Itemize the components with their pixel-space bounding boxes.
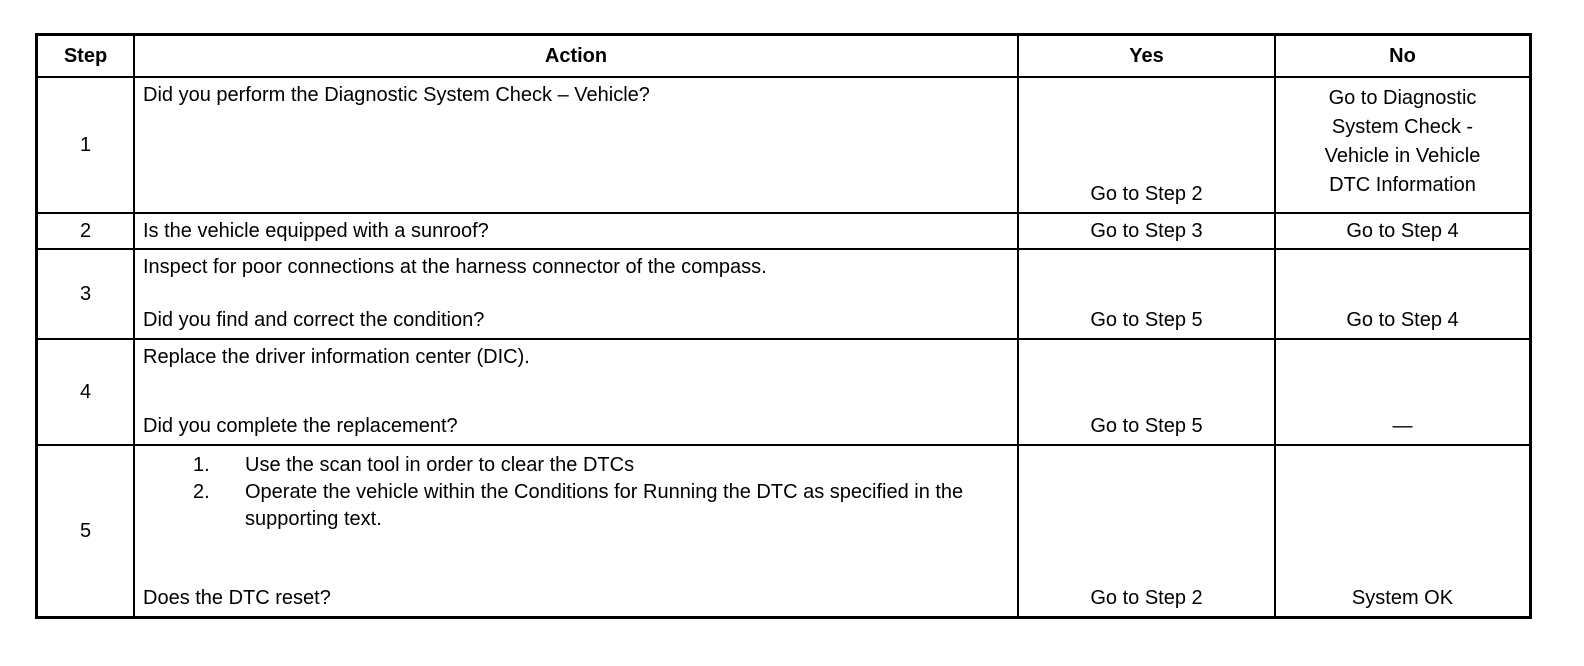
action-question: Does the DTC reset? xyxy=(143,587,331,609)
list-item xyxy=(193,479,1011,533)
step-number: 5 xyxy=(37,445,135,618)
no-outcome xyxy=(1275,77,1531,213)
action-cell xyxy=(134,445,1018,618)
yes-outcome: Go to Step 2 xyxy=(1018,445,1275,618)
no-outcome: — xyxy=(1275,339,1531,445)
action-cell xyxy=(134,249,1018,339)
action-text: Did you perform the Diagnostic System Check – Vehicle? xyxy=(134,77,1018,213)
yes-outcome: Go to Step 5 xyxy=(1018,249,1275,339)
list-item-number: 2. xyxy=(193,481,210,503)
action-question: Did you find and correct the condition? xyxy=(143,309,485,331)
action-cell xyxy=(134,339,1018,445)
no-outcome-line: Vehicle in Vehicle xyxy=(1324,145,1481,167)
action-text: Is the vehicle equipped with a sunroof? xyxy=(134,213,1018,249)
list-item-text: Operate the vehicle within the Conditions for Running the DTC as specified in the supporting text. xyxy=(245,481,964,530)
list-item-number: 1. xyxy=(193,454,210,476)
header-row xyxy=(37,35,1531,78)
diagnostic-table-container xyxy=(35,33,1532,619)
step-number: 1 xyxy=(37,77,135,213)
table-row xyxy=(37,213,1531,249)
diagnostic-table xyxy=(35,33,1532,619)
header-action: Action xyxy=(134,35,1018,78)
list-item xyxy=(193,452,1011,479)
table-row xyxy=(37,249,1531,339)
header-step: Step xyxy=(37,35,135,78)
yes-outcome: Go to Step 5 xyxy=(1018,339,1275,445)
list-item-text: Use the scan tool in order to clear the DTCs xyxy=(245,454,635,476)
no-outcome: Go to Step 4 xyxy=(1275,249,1531,339)
no-outcome: System OK xyxy=(1275,445,1531,618)
action-text: Replace the driver information center (DIC). xyxy=(143,346,530,368)
step-number: 3 xyxy=(37,249,135,339)
table-row xyxy=(37,445,1531,618)
yes-outcome: Go to Step 3 xyxy=(1018,213,1275,249)
table-row xyxy=(37,77,1531,213)
action-question: Did you complete the replacement? xyxy=(143,415,458,437)
no-outcome-line: System Check - xyxy=(1331,116,1474,138)
header-yes: Yes xyxy=(1018,35,1275,78)
table-row xyxy=(37,339,1531,445)
step-number: 4 xyxy=(37,339,135,445)
no-outcome-line: Go to Diagnostic xyxy=(1328,87,1477,109)
no-outcome: Go to Step 4 xyxy=(1275,213,1531,249)
header-no: No xyxy=(1275,35,1531,78)
yes-outcome: Go to Step 2 xyxy=(1018,77,1275,213)
action-steps-list xyxy=(143,452,1011,533)
no-outcome-line: DTC Information xyxy=(1329,174,1476,196)
action-text: Inspect for poor connections at the harness connector of the compass. xyxy=(143,256,767,278)
step-number: 2 xyxy=(37,213,135,249)
